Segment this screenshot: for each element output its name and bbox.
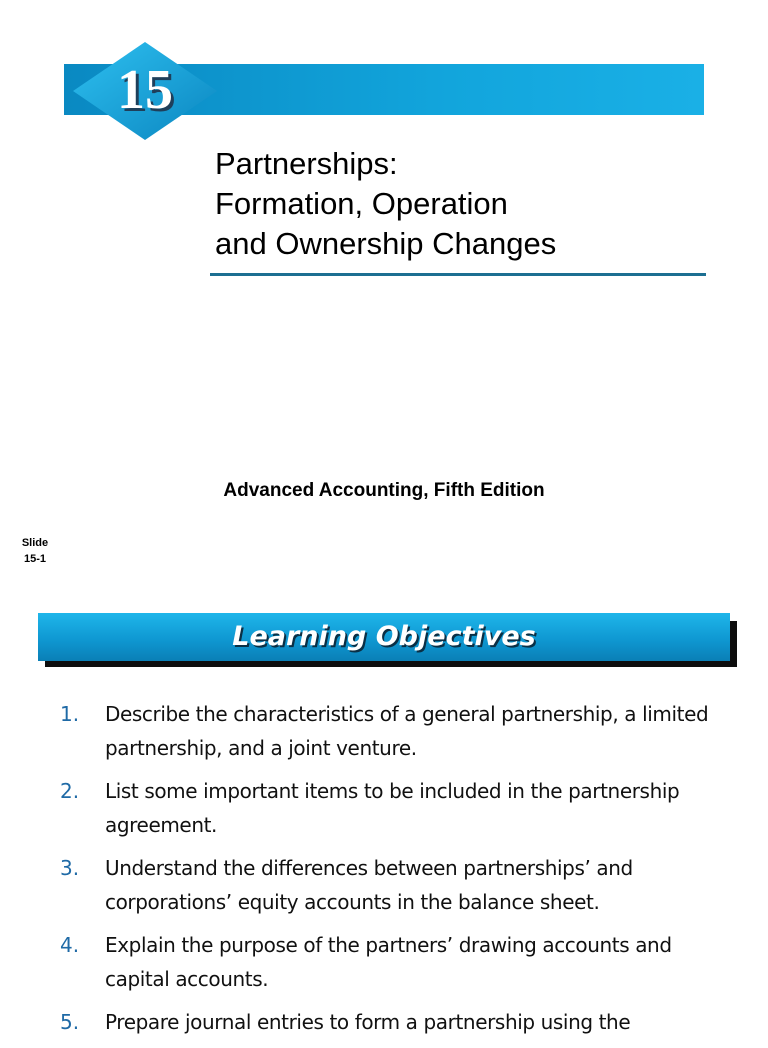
title-line: Formation, Operation (215, 186, 508, 221)
objectives-list (0, 697, 768, 1048)
item-number: 2. (60, 779, 80, 803)
title-line: and Ownership Changes (215, 226, 557, 261)
item-text: List some important items to be included in the partnership agreement. (105, 779, 680, 837)
item-text: Understand the differences between partnerships’ and corporations’ equity accounts in the balance sheet. (105, 856, 633, 914)
objectives-heading: Learning Objectives (232, 621, 536, 652)
title-line: Partnerships: (215, 146, 398, 181)
slide-label-number: 15-1 (23, 553, 47, 565)
list-item (0, 851, 768, 919)
slide-number-label (12, 535, 58, 567)
list-item (0, 928, 768, 996)
item-number: 5. (60, 1010, 80, 1034)
slide-label-word: Slide (21, 537, 49, 549)
book-subtitle: Advanced Accounting, Fifth Edition (223, 480, 545, 501)
item-number: 1. (60, 702, 80, 726)
item-text: Explain the purpose of the partners’ drawing accounts and capital accounts. (105, 933, 672, 991)
slide-title (215, 144, 705, 264)
item-text: Prepare journal entries to form a partnership using the (105, 1010, 631, 1034)
list-item (0, 697, 768, 765)
title-underline (210, 273, 706, 276)
item-number: 4. (60, 933, 80, 957)
list-item (0, 774, 768, 842)
item-text: Describe the characteristics of a general partnership, a limited partnership, and a joint venture. (105, 702, 709, 760)
list-item (0, 1005, 768, 1039)
item-number: 3. (60, 856, 80, 880)
chapter-number: 15 (117, 59, 173, 121)
